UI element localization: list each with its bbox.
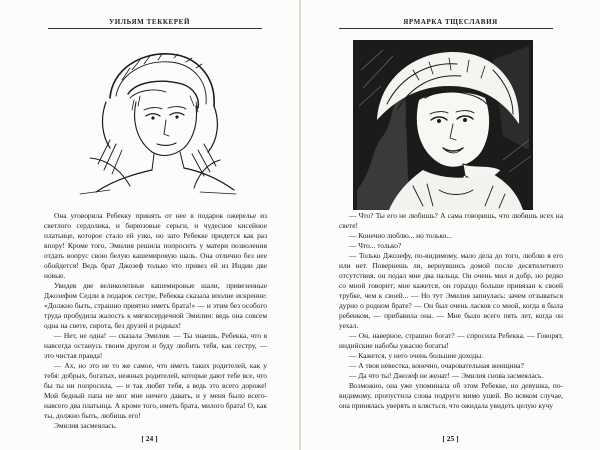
paragraph: Возможно, она уже упоминала об этом Ребекке, но девушка, по-видимому, пропустила слова подруги мимо ушей. Во всяком случае, она принялась уверять и клясться, что ожидала увидеть целую кучу	[339, 381, 563, 410]
paragraph: — Кажется, у него очень большие доходы.	[349, 351, 484, 360]
paragraph: — Что? Ты его не любишь? А сама говоришь, что любишь всех на свете!	[339, 211, 563, 230]
paragraph: Она уговорила Ребекку принять от нее в подарок ожерелье из светлого сердолика, и бирюзовые серьги, и чудесное кисейное платьице, которое стало ей узко, но зато Ребекке придется как раз впору! Кроме того, Эмилия решила попросить у матери позволения отдать вопрус свою белую кашемировую шаль. Она отлично без нее обойдется! Ведь брат Джозеф только что привез ей из Индии две новые.	[44, 211, 267, 280]
right-page	[301, 0, 600, 450]
paragraph: — Ах, но это не то же самое, что иметь таких родителей, как у тебя: добрых, богатых, нежных родителей, которые дают тебе все, что бы ты ни попросила, — и так любят тебя, а ведь это всего дороже! Мой бедный папа не мог мне ничего давать, и у меня было всего-навсего два платьица. А кроме того, иметь брата, милого брата! О, как ты, должно быть, любишь его!	[44, 361, 267, 420]
paragraph: — Да что ты! Джозеф не женат! — Эмилия снова засмеялась.	[349, 371, 544, 380]
paragraph: — Только Джозефу, по-видимому, мало дела до того, люблю я его или нет. Повернешь ли, вернувшись домой после десятилетнего отсутствия, он подал мне два пальца. Он очень мил и добр, но редко со мной говорит; мне кажется, он гораздо больше привязан к своей трубке, чем к своей... — Но тут Эмилия запнулась: зачем отзываться дурно о родном брате? — Он был очень ласков со мной, когда я была ребенком, — прибавила она. — Мне было всего пять лет, когда он уехал.	[339, 251, 563, 330]
paragraph: — Он, наверное, страшно богат? — спросила Ребекка. — Говорят, индийские набобы ужасно богаты!	[339, 331, 563, 350]
head-rule-right	[339, 28, 553, 29]
paragraph: — Нет, не одна! — сказала Эмилия. — Ты знаешь, Ребекка, что я навсегда останусь твоим другом и буду любить тебя, как сестру, — это чистая правда!	[44, 331, 267, 360]
right-page-text	[339, 211, 563, 411]
left-page	[0, 0, 299, 450]
page-number-right: [ 25 ]	[442, 434, 459, 443]
page-number-left: [ 24 ]	[141, 434, 158, 443]
paragraph: Эмилия засмеялась.	[54, 421, 117, 430]
paragraph: — А твоя невестка, конечно, очаровательная женщина?	[349, 361, 524, 370]
head-rule-left	[48, 28, 262, 29]
paragraph: — Что... только?	[349, 241, 402, 250]
illustration-amelia	[353, 40, 533, 210]
paragraph: Увидев две великолепные кашемировые шали, привезенные Джозефом Седли в подарок сестре, Ребекка сказала вполне искренне: «Должно быть, страшно приятно иметь брата!» — и этим без особого труда пробудила жалость к мягкосердечной Эмилии: ведь она совсем одна на свете, сирота, без друзей и родных!	[44, 281, 267, 330]
illustration-rebecca	[70, 40, 240, 200]
paragraph: — Конечно люблю... но только...	[349, 231, 452, 240]
running-head-left: УИЛЬЯМ ТЕККЕРЕЙ	[108, 18, 190, 26]
left-page-text	[44, 211, 267, 431]
running-head-right: ЯРМАРКА ТЩЕСЛАВИЯ	[403, 18, 498, 26]
